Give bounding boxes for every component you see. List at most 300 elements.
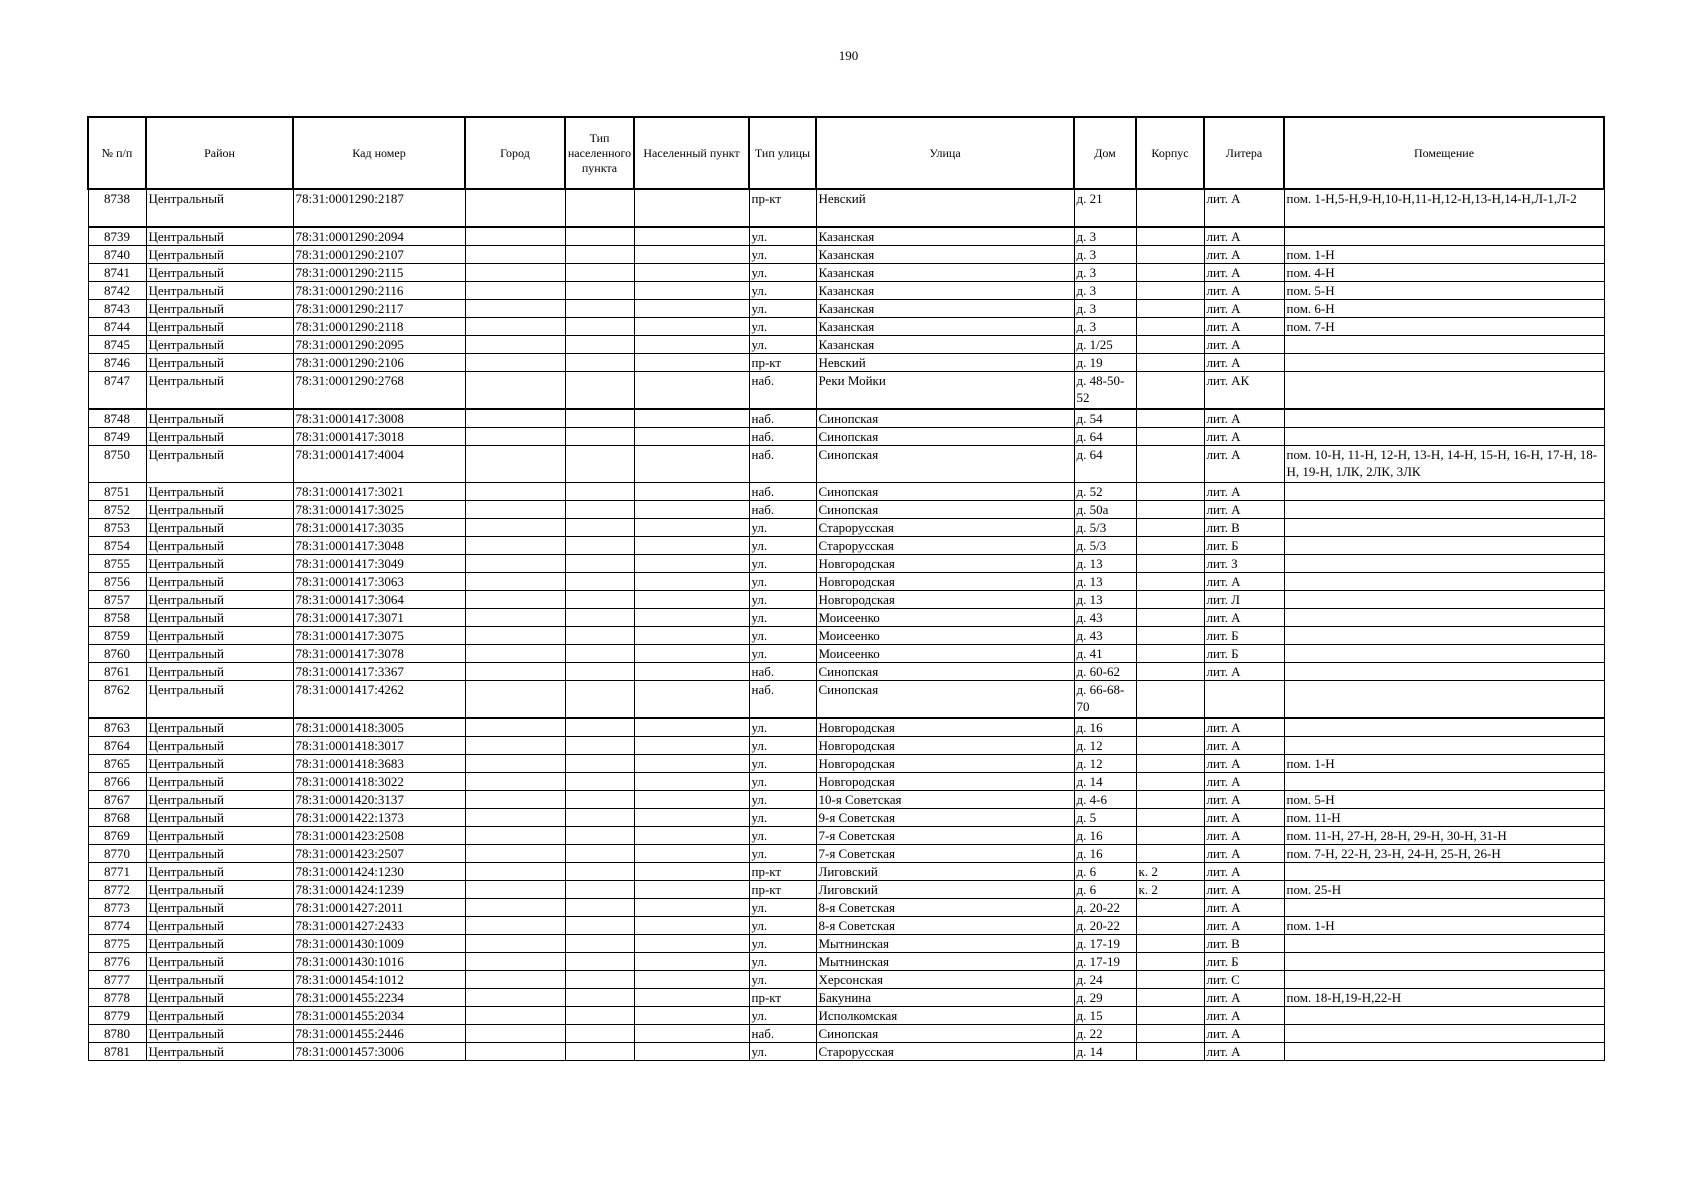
table-row (88, 372, 1604, 410)
cell-letter: лит. А (1204, 1025, 1284, 1043)
cell-num: 8775 (88, 935, 146, 953)
cell-num: 8747 (88, 372, 146, 410)
cell-district: Центральный (146, 189, 293, 227)
cell-cadastral-number: 78:31:0001417:3071 (293, 609, 465, 627)
cell-letter: лит. А (1204, 755, 1284, 773)
cell-settlement (634, 246, 749, 264)
cell-num: 8741 (88, 264, 146, 282)
cell-settlement (634, 519, 749, 537)
table-row (88, 827, 1604, 845)
cell-letter: лит. А (1204, 609, 1284, 627)
cell-city (465, 953, 565, 971)
cell-premises (1284, 645, 1604, 663)
cell-premises: пом. 10-Н, 11-Н, 12-Н, 13-Н, 14-Н, 15-Н, 16-Н, 17-Н, 18-Н, 19-Н, 1ЛК, 2ЛК, 3ЛК (1284, 446, 1604, 483)
cell-premises: пом. 4-Н (1284, 264, 1604, 282)
cell-settlement (634, 537, 749, 555)
cell-city (465, 446, 565, 483)
header-premises: Помещение (1284, 117, 1604, 189)
cell-num: 8771 (88, 863, 146, 881)
cell-district: Центральный (146, 881, 293, 899)
cell-city (465, 863, 565, 881)
cell-letter: лит. А (1204, 501, 1284, 519)
cell-letter: лит. А (1204, 917, 1284, 935)
cell-premises: пом. 5-Н (1284, 791, 1604, 809)
cell-num: 8773 (88, 899, 146, 917)
cell-house: д. 66-68-70 (1074, 681, 1136, 719)
cell-settlement (634, 718, 749, 737)
cell-letter: лит. А (1204, 336, 1284, 354)
cell-district: Центральный (146, 573, 293, 591)
cell-building (1136, 681, 1204, 719)
cell-house: д. 21 (1074, 189, 1136, 227)
cell-city (465, 935, 565, 953)
cell-letter: лит. Л (1204, 591, 1284, 609)
cell-district: Центральный (146, 737, 293, 755)
cell-street-type: наб. (749, 409, 816, 428)
cell-cadastral-number: 78:31:0001417:3025 (293, 501, 465, 519)
cell-street: Бакунина (816, 989, 1074, 1007)
table-row (88, 189, 1604, 227)
cell-city (465, 354, 565, 372)
cell-building (1136, 737, 1204, 755)
cell-building (1136, 354, 1204, 372)
cell-street-type: пр-кт (749, 189, 816, 227)
cell-street-type: наб. (749, 372, 816, 410)
table-row (88, 537, 1604, 555)
cell-num: 8760 (88, 645, 146, 663)
cell-settlement (634, 809, 749, 827)
table-row (88, 755, 1604, 773)
cell-district: Центральный (146, 428, 293, 446)
cell-settlement (634, 645, 749, 663)
cell-settlement (634, 737, 749, 755)
cell-letter: лит. А (1204, 354, 1284, 372)
table-header-row (88, 117, 1604, 189)
cell-street: Херсонская (816, 971, 1074, 989)
cell-num: 8740 (88, 246, 146, 264)
cell-house: д. 6 (1074, 863, 1136, 881)
cell-city (465, 318, 565, 336)
cell-street-type: наб. (749, 483, 816, 501)
cell-premises (1284, 555, 1604, 573)
cell-street-type: пр-кт (749, 863, 816, 881)
cell-street: Синопская (816, 409, 1074, 428)
cell-settlement-type (565, 827, 634, 845)
cell-premises (1284, 354, 1604, 372)
table-row (88, 336, 1604, 354)
cell-cadastral-number: 78:31:0001290:2117 (293, 300, 465, 318)
table-row (88, 573, 1604, 591)
cell-district: Центральный (146, 935, 293, 953)
cell-settlement (634, 609, 749, 627)
table-row (88, 935, 1604, 953)
cell-building (1136, 953, 1204, 971)
cell-house: д. 16 (1074, 718, 1136, 737)
cell-district: Центральный (146, 718, 293, 737)
cell-cadastral-number: 78:31:0001417:3035 (293, 519, 465, 537)
cell-district: Центральный (146, 917, 293, 935)
cell-letter: лит. В (1204, 935, 1284, 953)
cell-house: д. 64 (1074, 446, 1136, 483)
cell-street: Новгородская (816, 555, 1074, 573)
cell-num: 8752 (88, 501, 146, 519)
cell-settlement-type (565, 863, 634, 881)
table-row (88, 227, 1604, 246)
cell-settlement (634, 899, 749, 917)
cell-settlement-type (565, 591, 634, 609)
cell-house: д. 3 (1074, 300, 1136, 318)
cell-letter: лит. А (1204, 663, 1284, 681)
cell-settlement (634, 773, 749, 791)
cell-district: Центральный (146, 863, 293, 881)
cell-street: Исполкомская (816, 1007, 1074, 1025)
cell-street-type: ул. (749, 519, 816, 537)
cell-district: Центральный (146, 755, 293, 773)
cell-settlement (634, 591, 749, 609)
cell-letter: лит. А (1204, 773, 1284, 791)
cell-street: Новгородская (816, 773, 1074, 791)
cell-letter: лит. А (1204, 899, 1284, 917)
table-row (88, 627, 1604, 645)
table-row (88, 591, 1604, 609)
cell-street: Моисеенко (816, 609, 1074, 627)
cell-building (1136, 827, 1204, 845)
cell-building: к. 2 (1136, 881, 1204, 899)
header-letter: Литера (1204, 117, 1284, 189)
cell-house: д. 19 (1074, 354, 1136, 372)
cell-house: д. 29 (1074, 989, 1136, 1007)
cell-cadastral-number: 78:31:0001455:2234 (293, 989, 465, 1007)
cell-building (1136, 1043, 1204, 1061)
cell-settlement (634, 336, 749, 354)
cell-letter: лит. А (1204, 827, 1284, 845)
cell-premises (1284, 372, 1604, 410)
cell-house: д. 24 (1074, 971, 1136, 989)
cell-street-type: ул. (749, 282, 816, 300)
cell-settlement (634, 354, 749, 372)
cell-district: Центральный (146, 537, 293, 555)
cell-settlement-type (565, 573, 634, 591)
cell-city (465, 372, 565, 410)
cell-settlement-type (565, 935, 634, 953)
cell-street: 10-я Советская (816, 791, 1074, 809)
cell-city (465, 264, 565, 282)
cell-house: д. 13 (1074, 555, 1136, 573)
cell-street-type: ул. (749, 737, 816, 755)
cell-premises (1284, 1025, 1604, 1043)
cell-settlement (634, 971, 749, 989)
cell-street-type: ул. (749, 537, 816, 555)
cell-settlement-type (565, 264, 634, 282)
cell-district: Центральный (146, 971, 293, 989)
cell-letter: лит. А (1204, 428, 1284, 446)
cell-num: 8776 (88, 953, 146, 971)
cell-settlement-type (565, 663, 634, 681)
header-street-type: Тип улицы (749, 117, 816, 189)
cell-house: д. 17-19 (1074, 953, 1136, 971)
cell-settlement (634, 681, 749, 719)
cell-building (1136, 264, 1204, 282)
cell-district: Центральный (146, 681, 293, 719)
header-cadastral-number: Кад номер (293, 117, 465, 189)
cell-letter (1204, 681, 1284, 719)
cell-street: Невский (816, 189, 1074, 227)
cell-premises (1284, 737, 1604, 755)
cell-house: д. 5/3 (1074, 519, 1136, 537)
cell-building (1136, 935, 1204, 953)
cell-district: Центральный (146, 282, 293, 300)
cell-house: д. 22 (1074, 1025, 1136, 1043)
cell-settlement (634, 845, 749, 863)
cell-house: д. 1/25 (1074, 336, 1136, 354)
cell-street-type: ул. (749, 755, 816, 773)
cell-city (465, 246, 565, 264)
cell-premises: пом. 18-Н,19-Н,22-Н (1284, 989, 1604, 1007)
cell-district: Центральный (146, 409, 293, 428)
cell-cadastral-number: 78:31:0001455:2446 (293, 1025, 465, 1043)
header-district: Район (146, 117, 293, 189)
cell-building (1136, 899, 1204, 917)
cell-settlement-type (565, 555, 634, 573)
cell-district: Центральный (146, 300, 293, 318)
table-body (88, 189, 1604, 1061)
cell-building (1136, 409, 1204, 428)
cell-num: 8745 (88, 336, 146, 354)
cell-district: Центральный (146, 773, 293, 791)
cell-street-type: ул. (749, 809, 816, 827)
cell-settlement-type (565, 645, 634, 663)
cell-num: 8765 (88, 755, 146, 773)
header-settlement-type: Тип населенного пункта (565, 117, 634, 189)
cell-street: Синопская (816, 663, 1074, 681)
cell-city (465, 917, 565, 935)
cell-house: д. 43 (1074, 627, 1136, 645)
cell-premises (1284, 1007, 1604, 1025)
cell-settlement (634, 881, 749, 899)
cell-letter: лит. А (1204, 246, 1284, 264)
cell-settlement (634, 953, 749, 971)
cell-street-type: ул. (749, 845, 816, 863)
cell-settlement (634, 555, 749, 573)
cell-cadastral-number: 78:31:0001417:3367 (293, 663, 465, 681)
cell-house: д. 12 (1074, 737, 1136, 755)
cell-settlement (634, 372, 749, 410)
cell-settlement (634, 318, 749, 336)
cell-settlement-type (565, 681, 634, 719)
cell-street-type: ул. (749, 827, 816, 845)
table-row (88, 863, 1604, 881)
cell-cadastral-number: 78:31:0001422:1373 (293, 809, 465, 827)
cell-num: 8780 (88, 1025, 146, 1043)
cell-num: 8748 (88, 409, 146, 428)
cell-street-type: ул. (749, 971, 816, 989)
cell-num: 8754 (88, 537, 146, 555)
cell-settlement (634, 227, 749, 246)
table-row (88, 246, 1604, 264)
cell-city (465, 555, 565, 573)
cell-settlement-type (565, 971, 634, 989)
cell-district: Центральный (146, 555, 293, 573)
cell-house: д. 41 (1074, 645, 1136, 663)
cell-num: 8756 (88, 573, 146, 591)
cell-settlement-type (565, 189, 634, 227)
cell-num: 8742 (88, 282, 146, 300)
cell-letter: лит. Б (1204, 537, 1284, 555)
cell-district: Центральный (146, 354, 293, 372)
cell-cadastral-number: 78:31:0001417:3064 (293, 591, 465, 609)
table-row (88, 300, 1604, 318)
cell-city (465, 537, 565, 555)
cell-settlement-type (565, 1025, 634, 1043)
cell-city (465, 989, 565, 1007)
cell-building (1136, 645, 1204, 663)
cell-settlement-type (565, 336, 634, 354)
cell-building (1136, 809, 1204, 827)
cell-district: Центральный (146, 591, 293, 609)
cell-district: Центральный (146, 791, 293, 809)
cell-building (1136, 372, 1204, 410)
cell-city (465, 501, 565, 519)
cell-premises (1284, 663, 1604, 681)
cell-num: 8758 (88, 609, 146, 627)
cell-cadastral-number: 78:31:0001430:1016 (293, 953, 465, 971)
cell-street-type: ул. (749, 227, 816, 246)
cell-num: 8750 (88, 446, 146, 483)
cell-premises: пом. 1-Н (1284, 755, 1604, 773)
cell-house: д. 16 (1074, 827, 1136, 845)
cell-house: д. 20-22 (1074, 917, 1136, 935)
cell-district: Центральный (146, 989, 293, 1007)
header-settlement: Населенный пункт (634, 117, 749, 189)
cell-city (465, 773, 565, 791)
cell-num: 8779 (88, 1007, 146, 1025)
cell-building (1136, 845, 1204, 863)
cell-street-type: наб. (749, 428, 816, 446)
cell-num: 8777 (88, 971, 146, 989)
cell-district: Центральный (146, 246, 293, 264)
cell-district: Центральный (146, 264, 293, 282)
cell-num: 8744 (88, 318, 146, 336)
cell-building (1136, 1025, 1204, 1043)
cell-house: д. 17-19 (1074, 935, 1136, 953)
page-number: 190 (838, 48, 859, 63)
cell-building (1136, 663, 1204, 681)
cell-settlement (634, 755, 749, 773)
cell-street: Синопская (816, 1025, 1074, 1043)
cell-cadastral-number: 78:31:0001457:3006 (293, 1043, 465, 1061)
cell-street: Казанская (816, 264, 1074, 282)
table-row (88, 971, 1604, 989)
cell-num: 8746 (88, 354, 146, 372)
cell-street-type: ул. (749, 591, 816, 609)
cell-house: д. 54 (1074, 409, 1136, 428)
cell-street: Синопская (816, 483, 1074, 501)
cell-building (1136, 1007, 1204, 1025)
cell-settlement-type (565, 917, 634, 935)
cell-city (465, 409, 565, 428)
cell-house: д. 4-6 (1074, 791, 1136, 809)
cell-letter: лит. А (1204, 483, 1284, 501)
cell-city (465, 663, 565, 681)
cell-cadastral-number: 78:31:0001417:3049 (293, 555, 465, 573)
cell-street-type: ул. (749, 935, 816, 953)
cell-street: 8-я Советская (816, 899, 1074, 917)
cell-cadastral-number: 78:31:0001418:3017 (293, 737, 465, 755)
cell-cadastral-number: 78:31:0001290:2115 (293, 264, 465, 282)
cell-city (465, 791, 565, 809)
cell-district: Центральный (146, 501, 293, 519)
table-row (88, 663, 1604, 681)
cell-building (1136, 227, 1204, 246)
cell-premises (1284, 935, 1604, 953)
cell-letter: лит. Б (1204, 953, 1284, 971)
cell-house: д. 16 (1074, 845, 1136, 863)
cell-cadastral-number: 78:31:0001290:2107 (293, 246, 465, 264)
cell-premises (1284, 483, 1604, 501)
cell-street-type: наб. (749, 681, 816, 719)
cell-letter: лит. АК (1204, 372, 1284, 410)
cell-cadastral-number: 78:31:0001424:1230 (293, 863, 465, 881)
cell-city (465, 627, 565, 645)
cell-settlement-type (565, 354, 634, 372)
cell-cadastral-number: 78:31:0001427:2433 (293, 917, 465, 935)
cell-city (465, 1007, 565, 1025)
cell-street: Старорусская (816, 1043, 1074, 1061)
cell-settlement (634, 282, 749, 300)
cell-cadastral-number: 78:31:0001417:3018 (293, 428, 465, 446)
cell-settlement (634, 791, 749, 809)
cell-house: д. 64 (1074, 428, 1136, 446)
table-row (88, 282, 1604, 300)
cell-district: Центральный (146, 899, 293, 917)
header-house: Дом (1074, 117, 1136, 189)
cell-street: 7-я Советская (816, 827, 1074, 845)
cell-street-type: наб. (749, 446, 816, 483)
table-row (88, 737, 1604, 755)
cell-premises (1284, 971, 1604, 989)
cell-city (465, 971, 565, 989)
cell-num: 8772 (88, 881, 146, 899)
cell-premises (1284, 953, 1604, 971)
cell-num: 8743 (88, 300, 146, 318)
cell-city (465, 189, 565, 227)
cell-street: Синопская (816, 428, 1074, 446)
cell-premises (1284, 1043, 1604, 1061)
cell-letter: лит. А (1204, 845, 1284, 863)
cell-street-type: ул. (749, 953, 816, 971)
table-row (88, 555, 1604, 573)
header-building: Корпус (1136, 117, 1204, 189)
cell-settlement (634, 989, 749, 1007)
cell-street: Новгородская (816, 591, 1074, 609)
cell-premises (1284, 336, 1604, 354)
cell-premises (1284, 609, 1604, 627)
cell-cadastral-number: 78:31:0001290:2106 (293, 354, 465, 372)
table-row (88, 428, 1604, 446)
cell-settlement-type (565, 409, 634, 428)
cell-premises (1284, 718, 1604, 737)
cell-cadastral-number: 78:31:0001454:1012 (293, 971, 465, 989)
cell-city (465, 519, 565, 537)
cell-building (1136, 573, 1204, 591)
cell-settlement-type (565, 428, 634, 446)
table-row (88, 953, 1604, 971)
cell-district: Центральный (146, 827, 293, 845)
cell-house: д. 6 (1074, 881, 1136, 899)
cell-letter: лит. А (1204, 573, 1284, 591)
cell-district: Центральный (146, 953, 293, 971)
table-row (88, 501, 1604, 519)
